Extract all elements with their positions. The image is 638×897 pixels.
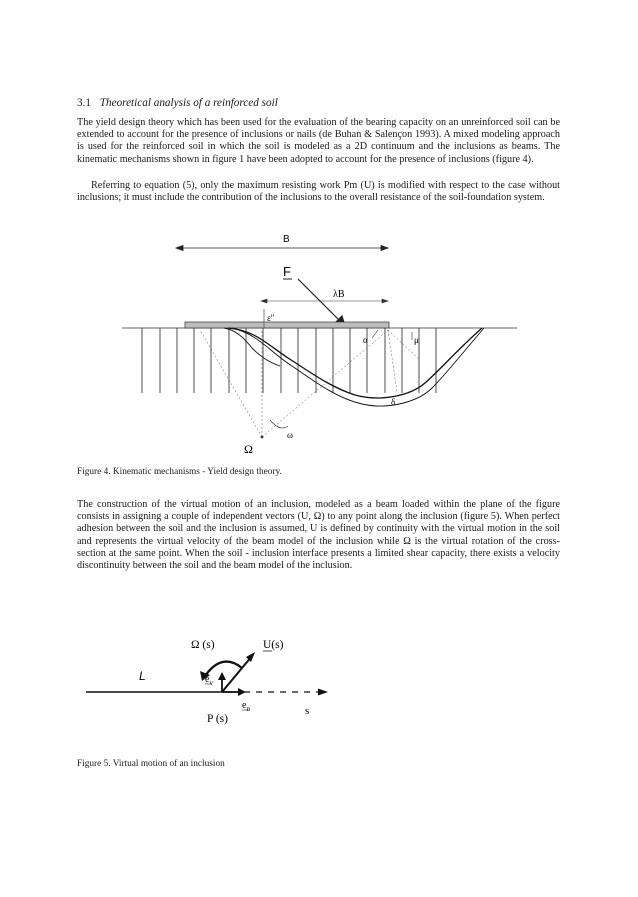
figure-5-diagram [0, 630, 638, 750]
inclusions [142, 328, 436, 393]
s-arrow-head [318, 689, 328, 696]
figure-5-caption: Figure 5. Virtual motion of an inclusion [77, 759, 225, 769]
en-vector-head [238, 688, 246, 696]
label-f: F [283, 264, 291, 279]
ev-vector-head [218, 672, 226, 680]
radial-lines [200, 330, 420, 437]
label-omega: ω [287, 430, 293, 440]
label-en: $e_n$ [242, 700, 250, 713]
section-title: Theoretical analysis of a reinforced soil [99, 97, 278, 109]
footing [185, 322, 389, 328]
paragraph-3: The construction of the virtual motion of an inclusion, modeled as a beam loaded within the plane of the figure consists in assigning a couple of independent vectors (U, Ω) to any point along the inclusion (figure 5). When perfect adhesion between the soil and the inclusion is assumed, U is defined by continuity with the virtual motion in the soil and represents the virtual velocity of the beam model of the inclusion while Ω is the virtual rotation of the cross-section at the same point. When the soil - inclusion interface presents a limited shear capacity, there exists a velocity discontinuity between the soil and the beam model of the inclusion. [77, 499, 560, 572]
center-point [261, 436, 264, 439]
label-ev: $e_v$ [205, 674, 213, 687]
lambda-b-dimension [261, 299, 388, 303]
alpha-line [372, 330, 378, 338]
label-mu: μ [414, 335, 419, 345]
label-l: L [139, 669, 146, 683]
label-b: B [283, 234, 290, 245]
label-eps: ε" [267, 313, 275, 323]
label-delta: δ [391, 397, 396, 407]
label-u-s: U(s) [263, 639, 284, 651]
paragraph-2: Referring to equation (5), only the maximum resisting work Pm (U) is modified with respect to the case without inclusions; it must include the contribution of the inclusions to the overall resistance of the soil-foundation system. [77, 180, 560, 204]
figure-4-caption: Figure 4. Kinematic mechanisms - Yield design theory. [77, 467, 282, 477]
b-dimension-arrow [176, 246, 388, 251]
force-arrow [298, 279, 345, 326]
paragraph-1: The yield design theory which has been used for the evaluation of the bearing capacity on an unreinforced soil can be extended to account for the presence of inclusions or nails (de Buhan & Salençon 1993). A mixed modeling approach is used for the reinforced soil in which the soil is modeled as a 2D continuum and the inclusions as beams. The kinematic mechanisms shown in figure 1 have been adopted to account for the presence of inclusions (figure 4). [77, 117, 560, 165]
label-omega-s: Ω (s) [191, 639, 215, 651]
label-p-s: P (s) [207, 713, 228, 725]
label-s: s [305, 705, 310, 717]
section-number: 3.1 [77, 97, 91, 109]
label-lambda-b: λB [333, 289, 345, 300]
omega-arc [270, 420, 288, 428]
label-center-omega: Ω [244, 442, 253, 456]
label-alpha: α [363, 335, 368, 345]
